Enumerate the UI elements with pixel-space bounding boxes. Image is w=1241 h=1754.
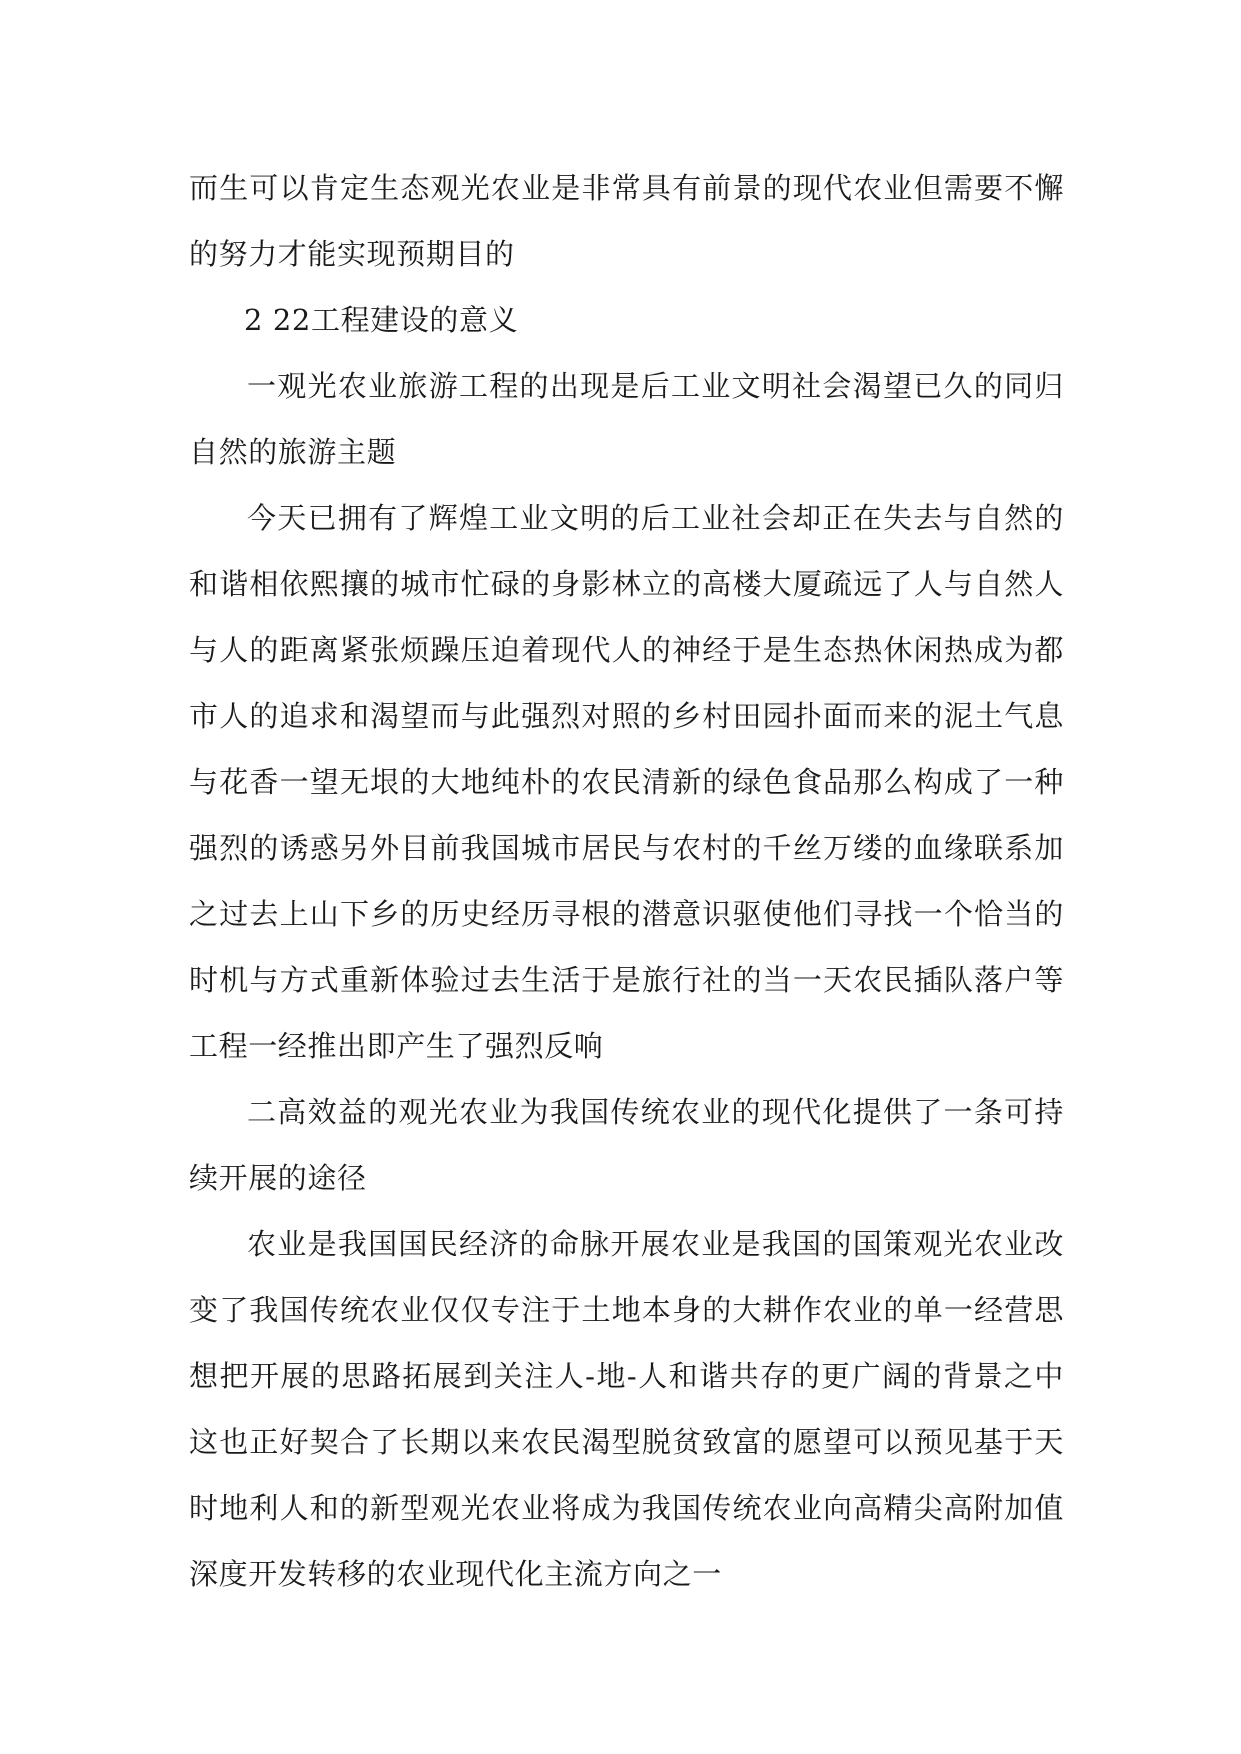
subheading-two: 二高效益的观光农业为我国传统农业的现代化提供了一条可持续开展的途径 <box>189 1095 1064 1195</box>
body-text <box>189 155 1064 1607</box>
paragraph-two: 农业是我国国民经济的命脉开展农业是我国的国策观光农业改变了我国传统农业仅仅专注于土地本身的大耕作农业的单一经营思想把开展的思路拓展到关注人-地-人和谐共存的更广阔的背景之中这也正好契合了长期以来农民渴型脱贫致富的愿望可以预见基于天时地利人和的新型观光农业将成为我国传统农业向高精尖高附加值深度开发转移的农业现代化主流方向之一 <box>189 1227 1064 1591</box>
subheading-one: 一观光农业旅游工程的出现是后工业文明社会渴望已久的同归自然的旅游主题 <box>189 369 1064 469</box>
paragraph-continuation: 而生可以肯定生态观光农业是非常具有前景的现代农业但需要不懈的努力才能实现预期目的 <box>189 171 1064 271</box>
section-heading: 2 22工程建设的意义 <box>244 303 519 337</box>
paragraph-one: 今天已拥有了辉煌工业文明的后工业社会却正在失去与自然的和谐相依熙攘的城市忙碌的身影林立的高楼大厦疏远了人与自然人与人的距离紧张烦躁压迫着现代人的神经于是生态热休闲热成为都市人的追求和渴望而与此强烈对照的乡村田园扑面而来的泥土气息与花香一望无垠的大地纯朴的农民清新的绿色食品那么构成了一种强烈的诱惑另外目前我国城市居民与农村的千丝万缕的血缘联系加之过去上山下乡的历史经历寻根的潜意识驱使他们寻找一个恰当的时机与方式重新体验过去生活于是旅行社的当一天农民插队落户等工程一经推出即产生了强烈反响 <box>189 501 1064 1063</box>
